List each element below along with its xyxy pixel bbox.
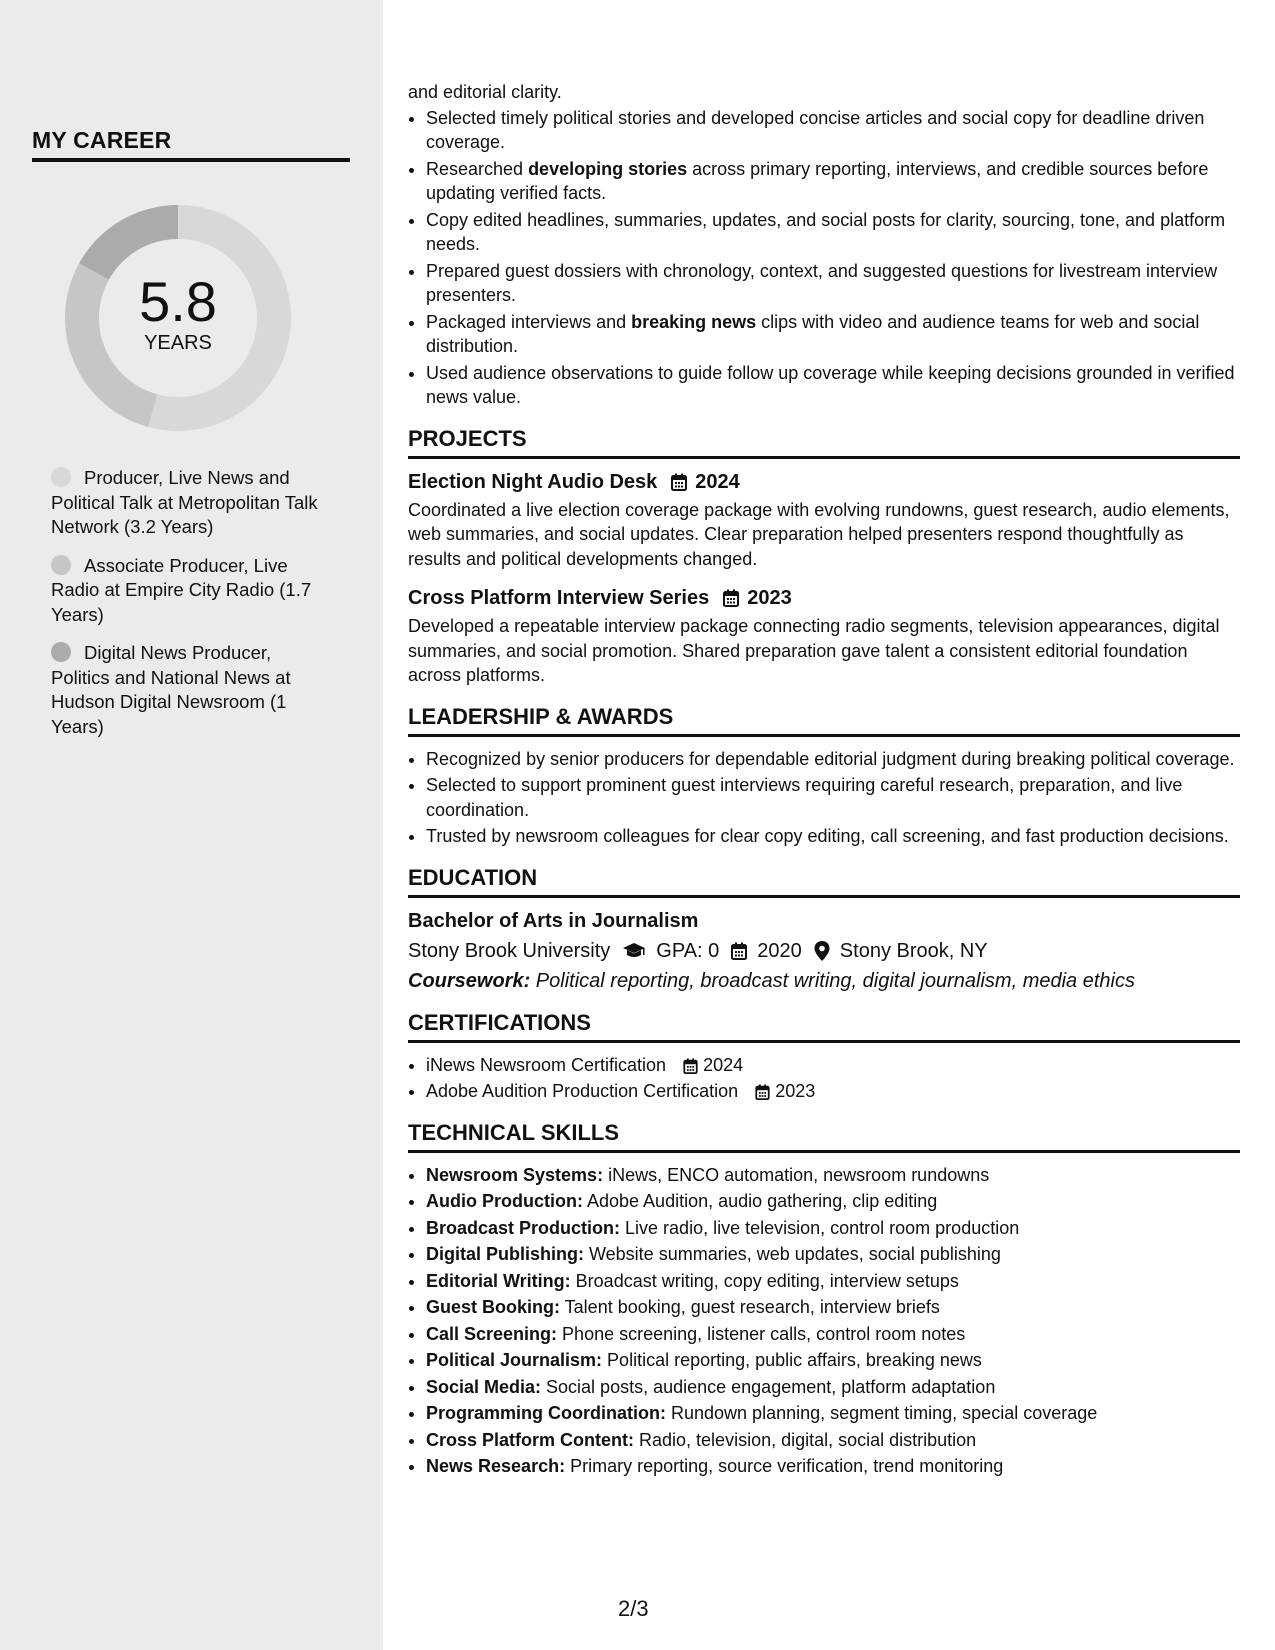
project-year: 2024 [695, 470, 740, 493]
bullet-bold-text: developing stories [528, 158, 688, 179]
career-years-unit: YEARS [144, 332, 212, 354]
skill-value: Adobe Audition, audio gathering, clip editing [582, 1191, 938, 1211]
calendar-icon [683, 1058, 698, 1074]
project-title [408, 469, 1240, 495]
coursework-text: Political reporting, broadcast writing, digital journalism, media ethics [530, 969, 1135, 992]
list-item [426, 1269, 1240, 1294]
skill-value: Phone screening, listener calls, control room notes [557, 1323, 966, 1344]
skill-label: Social Media: [426, 1376, 542, 1397]
list-item [426, 1189, 1240, 1214]
career-legend [51, 466, 321, 753]
leadership-bullets [408, 747, 1240, 849]
list-item [426, 1163, 1240, 1188]
experience-lead-text: and editorial clarity. [408, 82, 562, 102]
legend-item [51, 466, 321, 540]
main-content [408, 80, 1240, 1481]
skill-label: Cross Platform Content: [426, 1429, 635, 1450]
legend-item [51, 554, 321, 628]
education-gpa: GPA: 0 [656, 939, 720, 962]
education-details [408, 938, 1240, 964]
education-coursework [408, 968, 1240, 994]
legend-dot-icon [51, 467, 71, 487]
list-item: • Trusted by newsroom colleagues for clear copy editing, call screening, and fast production decisions. [426, 824, 1240, 849]
skills-list [408, 1163, 1240, 1479]
list-item [426, 157, 1240, 206]
skills-heading: TECHNICAL SKILLS [408, 1120, 1240, 1153]
career-heading: MY CAREER [32, 127, 350, 162]
bullet-text: clips with video and audience teams for web and social distribution. [426, 311, 1200, 356]
skill-label: Guest Booking: [426, 1297, 560, 1317]
list-item [426, 1295, 1240, 1320]
bullet-text: Prepared guest dossiers with chronology, context, and suggested questions for livestream interview presenters. [426, 260, 1218, 305]
project-name: Election Night Audio Desk [408, 470, 658, 493]
calendar-icon [755, 1084, 770, 1100]
skill-value: Website summaries, web updates, social publishing [584, 1244, 1001, 1264]
skill-value: Social posts, audience engagement, platform adaptation [541, 1376, 996, 1397]
legend-dot-icon [51, 555, 71, 575]
bullet-text: across primary reporting, interviews, and credible sources before updating verified facts. [426, 158, 1209, 203]
skill-value: Rundown planning, segment timing, special coverage [666, 1403, 1098, 1423]
education-degree: Bachelor of Arts in Journalism [408, 909, 699, 932]
graduation-cap-icon [622, 942, 646, 960]
bullet-text: Copy edited headlines, summaries, updates, and social posts for clarity, sourcing, tone, and platform needs. [426, 209, 1226, 254]
list-item [426, 1216, 1240, 1241]
page-number: 2/3 [618, 1596, 649, 1621]
skill-label: Digital Publishing: [426, 1244, 584, 1264]
calendar-icon [671, 473, 687, 491]
list-item [426, 259, 1240, 308]
skill-label: News Research: [426, 1456, 566, 1476]
legend-label: Associate Producer, Live Radio at Empire City Radio (1.7 Years) [51, 554, 312, 625]
list-item [426, 361, 1240, 410]
legend-item [51, 641, 321, 739]
legend-label: Producer, Live News and Political Talk at Metropolitan Talk Network (3.2 Years) [51, 467, 318, 537]
bullet-text: Selected timely political stories and developed concise articles and social copy for deadline driven coverage. [426, 107, 1205, 152]
bullet-text: Researched [426, 158, 529, 179]
skill-label: Political Journalism: [426, 1350, 603, 1370]
certification-year: 2023 [775, 1081, 816, 1101]
projects-heading: PROJECTS [408, 426, 1240, 459]
list-item [426, 1401, 1240, 1426]
legend-dot-icon [51, 642, 71, 662]
skill-value: Live radio, live television, control room production [620, 1217, 1020, 1238]
certification-name: iNews Newsroom Certification [426, 1054, 667, 1075]
bullet-bold-text: breaking news [631, 311, 757, 332]
list-item: • Selected to support prominent guest interviews requiring careful research, preparation, and live coordination. [426, 773, 1240, 822]
list-item [426, 106, 1240, 155]
career-donut-chart [62, 202, 294, 434]
list-item [426, 1348, 1240, 1373]
calendar-icon [731, 942, 747, 960]
project-year: 2023 [747, 587, 792, 609]
calendar-icon [723, 589, 739, 607]
list-item [426, 1242, 1240, 1267]
certifications-heading: CERTIFICATIONS [408, 1010, 1240, 1043]
project-name: Cross Platform Interview Series [408, 587, 710, 609]
skill-value: Radio, television, digital, social distribution [634, 1429, 977, 1450]
legend-label: Digital News Producer, Politics and National News at Hudson Digital Newsroom (1 Years) [51, 642, 291, 737]
list-item [426, 1428, 1240, 1453]
education-heading: EDUCATION [408, 865, 1240, 898]
sidebar [0, 0, 383, 1650]
list-item [426, 310, 1240, 359]
project-description: Developed a repeatable interview package connecting radio segments, television appearances, digital summaries, and social promotion. Shared preparation gave talent a consistent editorial foundation across platforms. [408, 616, 1220, 685]
project-title [408, 585, 1240, 611]
skill-value: Broadcast writing, copy editing, interview setups [570, 1270, 959, 1291]
list-item [426, 1375, 1240, 1400]
skill-value: Political reporting, public affairs, breaking news [602, 1350, 982, 1370]
skill-value: Talent booking, guest research, interview briefs [560, 1297, 940, 1317]
career-years-value: 5.8 [139, 270, 217, 333]
skill-label: Editorial Writing: [426, 1270, 571, 1291]
skill-label: Programming Coordination: [426, 1403, 666, 1423]
education-school: Stony Brook University [408, 939, 611, 962]
experience-bullets [408, 106, 1240, 410]
skill-value: iNews, ENCO automation, newsroom rundowns [603, 1164, 990, 1185]
list-item [426, 1053, 1240, 1078]
certification-name: Adobe Audition Production Certification [426, 1081, 739, 1101]
skill-label: Audio Production: [426, 1191, 583, 1211]
list-item [426, 1079, 1240, 1104]
leadership-heading: LEADERSHIP & AWARDS [408, 704, 1240, 737]
skill-label: Broadcast Production: [426, 1217, 621, 1238]
certification-year: 2024 [703, 1054, 744, 1075]
location-pin-icon [814, 941, 830, 961]
list-item: • Recognized by senior producers for dependable editorial judgment during breaking political coverage. [426, 747, 1240, 772]
coursework-label: Coursework: [408, 969, 531, 992]
skill-value: Primary reporting, source verification, trend monitoring [565, 1456, 1004, 1476]
skill-label: Newsroom Systems: [426, 1164, 604, 1185]
education-year: 2020 [757, 939, 802, 962]
list-item [426, 208, 1240, 257]
bullet-text: Packaged interviews and [426, 311, 632, 332]
certifications-list [408, 1053, 1240, 1104]
bullet-text: Used audience observations to guide follow up coverage while keeping decisions grounded in verified news value. [426, 362, 1235, 407]
skill-label: Call Screening: [426, 1323, 558, 1344]
list-item [426, 1322, 1240, 1347]
list-item [426, 1454, 1240, 1479]
education-location: Stony Brook, NY [839, 939, 988, 962]
donut-center [62, 202, 294, 434]
project-description: Coordinated a live election coverage package with evolving rundowns, guest research, audio elements, web summaries, and social updates. Clear preparation helped presenters respond thoughtfully as results and political developments changed. [408, 499, 1230, 569]
